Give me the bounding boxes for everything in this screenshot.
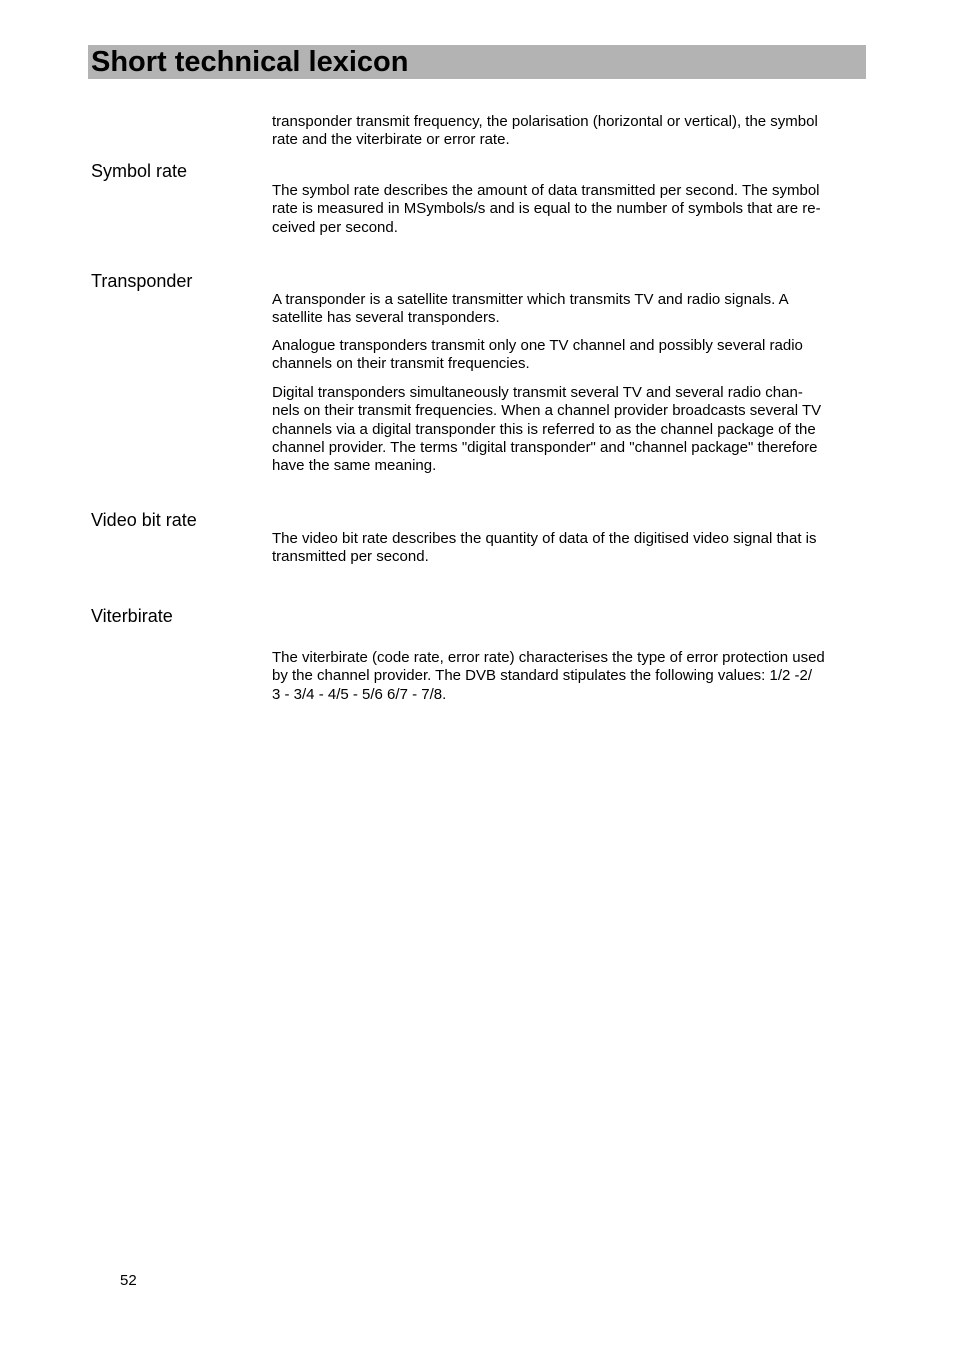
term-viterbirate: Viterbirate xyxy=(91,606,173,626)
page-number: 52 xyxy=(120,1272,137,1289)
term-video-bit-rate: Video bit rate xyxy=(91,510,197,530)
text-line: Analogue transponders transmit only one TV channel and possibly several radio xyxy=(272,337,803,354)
text-line: The video bit rate describes the quantity of data of the digitised video signal that is xyxy=(272,530,817,547)
text-line: transmitted per second. xyxy=(272,548,429,566)
page-title: Short technical lexicon xyxy=(91,46,409,78)
definition-video-bit-rate xyxy=(272,530,864,567)
text-line: nels on their transmit frequencies. When a channel provider broadcasts several TV xyxy=(272,402,822,420)
text-line: rate and the viterbirate or error rate. xyxy=(272,131,510,149)
text-line: The symbol rate describes the amount of data transmitted per second. The symbol xyxy=(272,182,820,199)
definition-viterbirate xyxy=(272,649,864,704)
text-line: transponder transmit frequency, the polarisation (horizontal or vertical), the symbol xyxy=(272,113,818,130)
text-line: satellite has several transponders. xyxy=(272,309,500,327)
text-line: channel provider. The terms "digital transponder" and "channel package" therefore xyxy=(272,438,818,456)
text-line: The viterbirate (code rate, error rate) characterises the type of error protection used xyxy=(272,649,825,666)
text-line: 3 - 3/4 - 4/5 - 5/6 6/7 - 7/8. xyxy=(272,685,447,703)
text-line: Digital transponders simultaneously transmit several TV and several radio chan- xyxy=(272,384,803,401)
text-line: channels via a digital transponder this is referred to as the channel package of the xyxy=(272,420,816,438)
text-line: channels on their transmit frequencies. xyxy=(272,355,530,373)
header-bar xyxy=(88,45,866,79)
definition-transponder-2 xyxy=(272,337,864,374)
definition-transponder-1 xyxy=(272,291,864,328)
term-transponder: Transponder xyxy=(91,271,193,291)
text-line: by the channel provider. The DVB standard stipulates the following values: 1/2 -2/ xyxy=(272,667,813,685)
term-symbol-rate: Symbol rate xyxy=(91,161,188,181)
text-line: rate is measured in MSymbols/s and is equal to the number of symbols that are re- xyxy=(272,200,821,218)
intro-paragraph xyxy=(272,113,864,150)
definition-symbol-rate xyxy=(272,182,864,237)
text-line: have the same meaning. xyxy=(272,457,437,475)
definition-transponder-3 xyxy=(272,384,864,475)
text-line: ceived per second. xyxy=(272,218,398,236)
text-line: A transponder is a satellite transmitter which transmits TV and radio signals. A xyxy=(272,291,789,308)
